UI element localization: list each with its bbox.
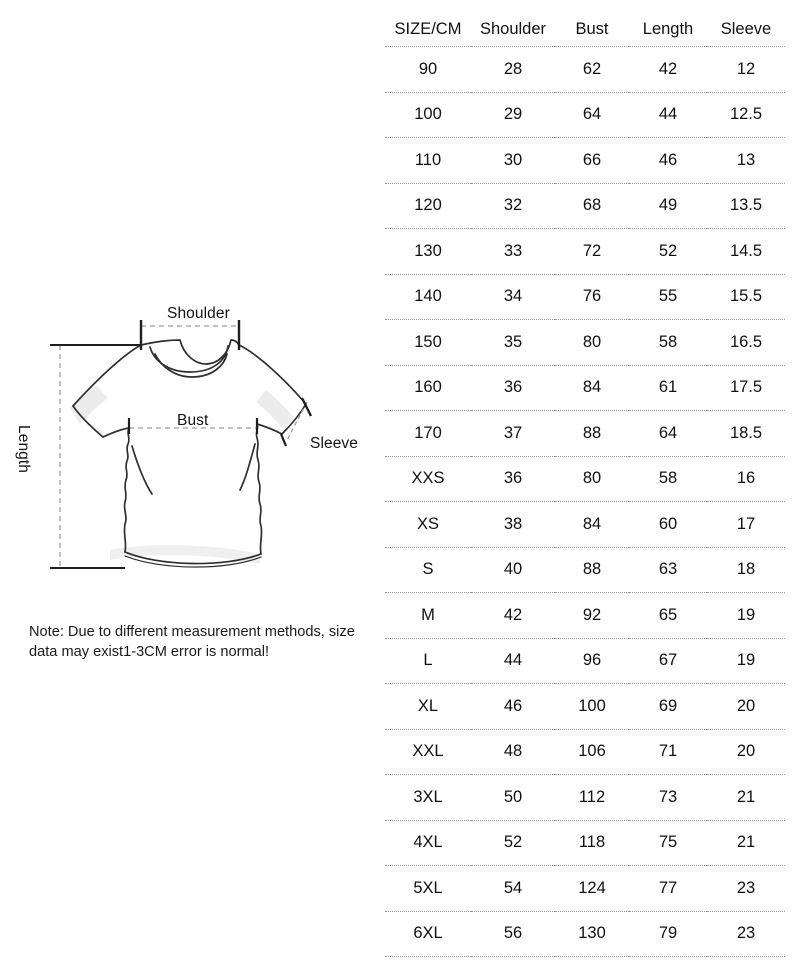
cell-length: 58 — [658, 469, 678, 488]
cell-length: 44 — [658, 105, 678, 124]
table-row — [385, 411, 785, 457]
cell-shoulder: 37 — [503, 423, 523, 442]
cell-shoulder: 30 — [503, 150, 523, 169]
sleeve-tick-bottom — [281, 434, 286, 446]
cell-sleeve: 23 — [736, 924, 756, 943]
table-row — [385, 729, 785, 775]
cell-sleeve: 17 — [736, 514, 756, 533]
cell-bust: 72 — [582, 241, 602, 260]
cell-size: 160 — [414, 378, 442, 397]
cell-length: 67 — [658, 651, 678, 670]
cell-bust: 80 — [582, 469, 602, 488]
cell-sleeve: 20 — [736, 742, 756, 761]
cell-sleeve: 19 — [736, 605, 756, 624]
cell-bust: 96 — [582, 651, 602, 670]
table-row — [385, 365, 785, 411]
cell-length: 75 — [658, 833, 678, 852]
cell-sleeve: 19 — [736, 651, 756, 670]
cell-sleeve: 21 — [736, 787, 756, 806]
cell-bust: 118 — [578, 833, 606, 852]
cell-shoulder: 44 — [503, 651, 523, 670]
table-row — [385, 456, 785, 502]
cell-size: XXS — [411, 469, 445, 488]
table-row — [385, 183, 785, 229]
column-header-size: SIZE/CM — [394, 19, 462, 38]
cell-length: 42 — [658, 59, 678, 78]
cell-shoulder: 48 — [503, 742, 523, 761]
cell-shoulder: 42 — [503, 605, 523, 624]
cell-size: M — [421, 605, 435, 624]
shirt-outline — [73, 340, 306, 567]
cell-length: 64 — [658, 423, 678, 442]
cell-sleeve: 16 — [736, 469, 756, 488]
bust-measurement-label: Bust — [177, 412, 209, 429]
measurement-note: Note: Due to different measurement methods, size data may exist1-3CM error is normal! — [29, 624, 355, 660]
cell-bust: 84 — [582, 378, 602, 397]
cell-sleeve: 13 — [736, 150, 756, 169]
length-measurement-label: Length — [15, 425, 32, 474]
cell-size: XS — [416, 514, 439, 533]
cell-bust: 64 — [582, 105, 602, 124]
cell-size: S — [422, 560, 434, 579]
cell-shoulder: 33 — [503, 241, 523, 260]
cell-length: 79 — [658, 924, 678, 943]
cell-shoulder: 50 — [503, 787, 523, 806]
cell-bust: 124 — [578, 878, 606, 897]
garment-diagram-panel — [0, 0, 380, 960]
cell-shoulder: 56 — [503, 924, 523, 943]
cell-length: 65 — [658, 605, 678, 624]
cell-size: 90 — [418, 59, 438, 78]
cell-size: 140 — [414, 287, 442, 306]
cell-size: 6XL — [413, 924, 443, 943]
cell-bust: 92 — [582, 605, 602, 624]
cell-shoulder: 36 — [503, 469, 523, 488]
cell-size: 3XL — [413, 787, 443, 806]
table-row — [385, 638, 785, 684]
cell-size: 100 — [414, 105, 442, 124]
cell-sleeve: 18 — [736, 560, 756, 579]
table-row — [385, 320, 785, 366]
cell-length: 46 — [658, 150, 678, 169]
size-chart-panel — [385, 14, 785, 957]
cell-length: 63 — [658, 560, 678, 579]
cell-bust: 66 — [582, 150, 602, 169]
dimension-lines — [50, 320, 311, 568]
cell-bust: 68 — [582, 196, 602, 215]
cell-length: 61 — [658, 378, 678, 397]
cell-bust: 62 — [582, 59, 602, 78]
cell-shoulder: 32 — [503, 196, 523, 215]
cell-shoulder: 29 — [503, 105, 523, 124]
cell-length: 52 — [658, 241, 678, 260]
cell-sleeve: 21 — [736, 833, 756, 852]
cell-sleeve: 18.5 — [729, 423, 763, 442]
cell-shoulder: 54 — [503, 878, 523, 897]
cell-size: XL — [417, 696, 439, 715]
cell-shoulder: 40 — [503, 560, 523, 579]
cell-shoulder: 36 — [503, 378, 523, 397]
cell-bust: 88 — [582, 560, 602, 579]
cell-length: 71 — [658, 742, 678, 761]
cell-length: 55 — [658, 287, 678, 306]
cell-shoulder: 38 — [503, 514, 523, 533]
cell-size: 130 — [414, 241, 442, 260]
cell-bust: 100 — [578, 696, 606, 715]
cell-shoulder: 35 — [503, 332, 523, 351]
column-header-bust: Bust — [575, 19, 609, 38]
cell-sleeve: 20 — [736, 696, 756, 715]
table-row — [385, 502, 785, 548]
cell-shoulder: 28 — [503, 59, 523, 78]
column-header-length: Length — [642, 19, 694, 38]
cell-bust: 106 — [578, 742, 606, 761]
cell-sleeve: 12 — [736, 59, 756, 78]
cell-bust: 112 — [578, 787, 606, 806]
cell-bust: 88 — [582, 423, 602, 442]
table-row — [385, 820, 785, 866]
cell-sleeve: 12.5 — [729, 105, 763, 124]
cell-sleeve: 13.5 — [729, 196, 763, 215]
table-row — [385, 138, 785, 184]
size-chart-body — [385, 47, 785, 957]
cell-sleeve: 15.5 — [729, 287, 763, 306]
cell-size: L — [423, 651, 433, 670]
table-row — [385, 911, 785, 957]
cell-bust: 130 — [578, 924, 606, 943]
table-row — [385, 229, 785, 275]
table-row — [385, 684, 785, 730]
cell-shoulder: 46 — [503, 696, 523, 715]
cell-bust: 84 — [582, 514, 602, 533]
shoulder-measurement-label: Shoulder — [167, 305, 230, 322]
cell-length: 58 — [658, 332, 678, 351]
table-header-row — [385, 14, 785, 47]
cell-size: 4XL — [413, 833, 443, 852]
table-row — [385, 593, 785, 639]
cell-size: 120 — [414, 196, 442, 215]
cell-length: 49 — [658, 196, 678, 215]
sleeve-measurement-label: Sleeve — [310, 435, 358, 452]
cell-size: 110 — [414, 150, 442, 169]
cell-length: 73 — [658, 787, 678, 806]
cell-size: 5XL — [413, 878, 443, 897]
cell-length: 60 — [658, 514, 678, 533]
cell-length: 69 — [658, 696, 678, 715]
column-header-sleeve: Sleeve — [720, 19, 772, 38]
table-row — [385, 274, 785, 320]
table-row — [385, 866, 785, 912]
cell-size: XXL — [412, 742, 444, 761]
cell-size: 150 — [414, 332, 442, 351]
cell-bust: 76 — [582, 287, 602, 306]
table-row — [385, 547, 785, 593]
cell-bust: 80 — [582, 332, 602, 351]
cell-shoulder: 52 — [503, 833, 523, 852]
table-row — [385, 92, 785, 138]
cell-length: 77 — [658, 878, 678, 897]
column-header-shoulder: Shoulder — [479, 19, 547, 38]
cell-sleeve: 23 — [736, 878, 756, 897]
cell-sleeve: 16.5 — [729, 332, 763, 351]
cell-size: 170 — [414, 423, 442, 442]
table-row — [385, 775, 785, 821]
cell-sleeve: 14.5 — [729, 241, 763, 260]
cell-shoulder: 34 — [503, 287, 523, 306]
table-row — [385, 47, 785, 93]
size-chart-table — [385, 14, 785, 957]
cell-sleeve: 17.5 — [729, 378, 763, 397]
